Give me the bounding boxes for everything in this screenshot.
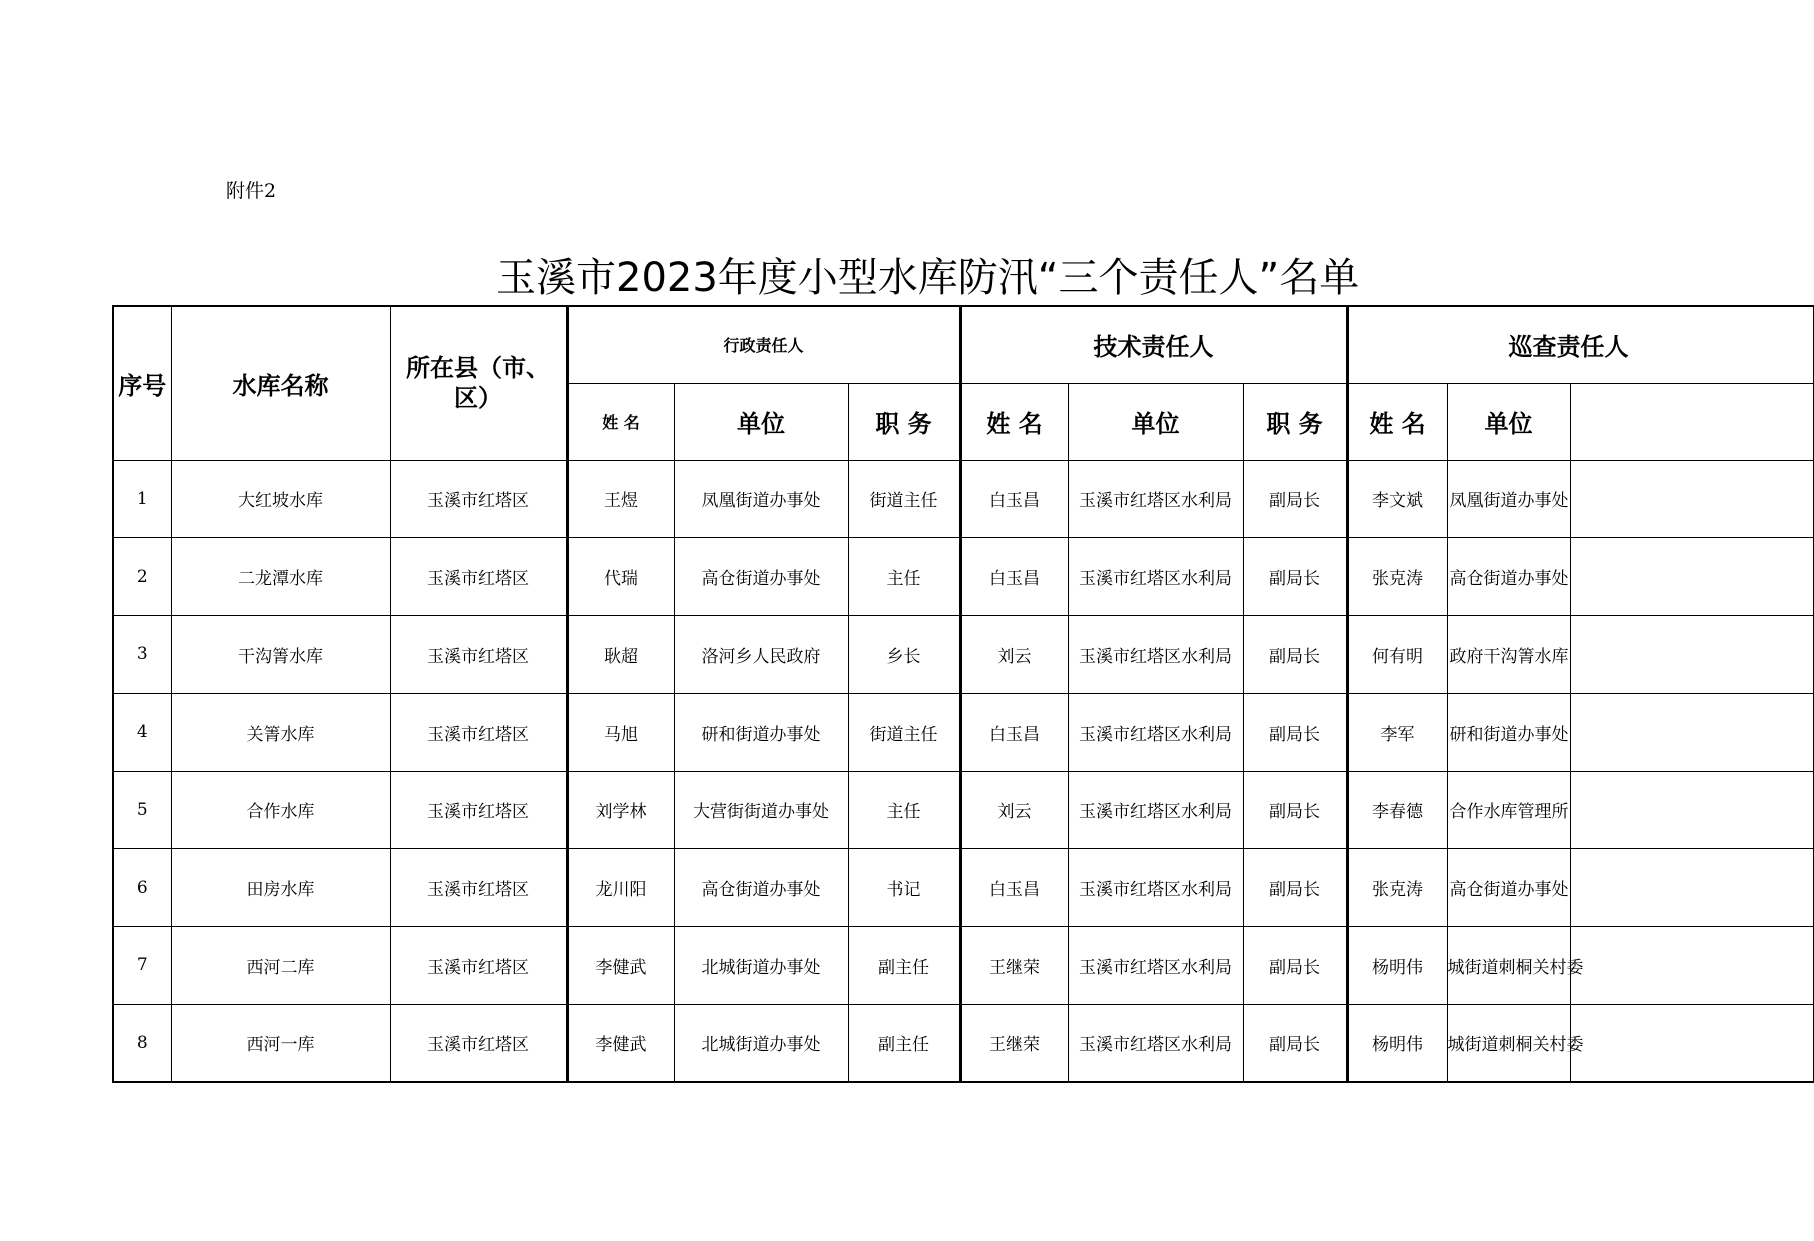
cell-admin-unit: 洛河乡人民政府 bbox=[674, 616, 848, 694]
header-tech-position: 职 务 bbox=[1243, 383, 1347, 460]
cell-tech-name: 王继荣 bbox=[960, 1004, 1068, 1082]
table-row bbox=[113, 849, 1813, 927]
cell-seq: 2 bbox=[113, 538, 171, 616]
cell-reservoir: 西河二库 bbox=[171, 927, 390, 1005]
cell-tech-position: 副局长 bbox=[1243, 849, 1347, 927]
cell-tech-name: 王继荣 bbox=[960, 927, 1068, 1005]
header-admin-position: 职 务 bbox=[848, 383, 960, 460]
cell-seq: 3 bbox=[113, 616, 171, 694]
cell-admin-unit: 北城街道办事处 bbox=[674, 927, 848, 1005]
cell-patrol-name: 杨明伟 bbox=[1347, 927, 1447, 1005]
header-row-1 bbox=[113, 306, 1813, 383]
cell-patrol-unit: 城街道刺桐关村委 bbox=[1447, 1004, 1570, 1082]
cell-admin-position: 主任 bbox=[848, 538, 960, 616]
cell-admin-unit: 大营街街道办事处 bbox=[674, 771, 848, 849]
cell-reservoir: 合作水库 bbox=[171, 771, 390, 849]
cell-county: 玉溪市红塔区 bbox=[390, 927, 567, 1005]
cell-tech-position: 副局长 bbox=[1243, 927, 1347, 1005]
table-row bbox=[113, 460, 1813, 538]
cell-tech-name: 刘云 bbox=[960, 616, 1068, 694]
cell-admin-position: 书记 bbox=[848, 849, 960, 927]
cell-county: 玉溪市红塔区 bbox=[390, 538, 567, 616]
cell-admin-name: 王煜 bbox=[567, 460, 674, 538]
cell-admin-position: 街道主任 bbox=[848, 460, 960, 538]
cell-admin-position: 副主任 bbox=[848, 927, 960, 1005]
cell-tech-unit: 玉溪市红塔区水利局 bbox=[1068, 1004, 1243, 1082]
cell-tech-position: 副局长 bbox=[1243, 460, 1347, 538]
cell-tech-name: 白玉昌 bbox=[960, 538, 1068, 616]
cell-patrol-position bbox=[1570, 927, 1813, 1005]
cell-admin-unit: 高仓街道办事处 bbox=[674, 538, 848, 616]
cell-patrol-position bbox=[1570, 460, 1813, 538]
cell-admin-unit: 凤凰街道办事处 bbox=[674, 460, 848, 538]
header-tech-unit: 单位 bbox=[1068, 383, 1243, 460]
attachment-label: 附件2 bbox=[226, 180, 277, 202]
cell-patrol-unit: 高仓街道办事处 bbox=[1447, 849, 1570, 927]
responsibility-table bbox=[112, 305, 1814, 1083]
cell-patrol-unit: 合作水库管理所 bbox=[1447, 771, 1570, 849]
cell-reservoir: 田房水库 bbox=[171, 849, 390, 927]
header-admin-unit: 单位 bbox=[674, 383, 848, 460]
cell-patrol-name: 张克涛 bbox=[1347, 538, 1447, 616]
table-row bbox=[113, 1004, 1813, 1082]
cell-seq: 7 bbox=[113, 927, 171, 1005]
cell-patrol-name: 何有明 bbox=[1347, 616, 1447, 694]
table-row bbox=[113, 927, 1813, 1005]
cell-tech-position: 副局长 bbox=[1243, 538, 1347, 616]
cell-patrol-name: 张克涛 bbox=[1347, 849, 1447, 927]
cell-patrol-unit: 城街道刺桐关村委 bbox=[1447, 927, 1570, 1005]
cell-patrol-position bbox=[1570, 849, 1813, 927]
cell-admin-name: 刘学林 bbox=[567, 771, 674, 849]
cell-seq: 1 bbox=[113, 460, 171, 538]
cell-tech-unit: 玉溪市红塔区水利局 bbox=[1068, 538, 1243, 616]
cell-admin-name: 龙川阳 bbox=[567, 849, 674, 927]
cell-admin-name: 李健武 bbox=[567, 1004, 674, 1082]
header-tech-group: 技术责任人 bbox=[960, 306, 1347, 383]
header-seq: 序号 bbox=[113, 306, 171, 460]
cell-tech-unit: 玉溪市红塔区水利局 bbox=[1068, 460, 1243, 538]
cell-admin-unit: 北城街道办事处 bbox=[674, 1004, 848, 1082]
cell-patrol-unit: 凤凰街道办事处 bbox=[1447, 460, 1570, 538]
cell-patrol-name: 杨明伟 bbox=[1347, 1004, 1447, 1082]
document-title: 玉溪市2023年度小型水库防汛“三个责任人”名单 bbox=[496, 255, 1360, 301]
header-county: 所在县（市、区） bbox=[390, 306, 567, 460]
cell-admin-unit: 高仓街道办事处 bbox=[674, 849, 848, 927]
cell-seq: 4 bbox=[113, 693, 171, 771]
cell-reservoir: 干沟箐水库 bbox=[171, 616, 390, 694]
cell-patrol-unit: 研和街道办事处 bbox=[1447, 693, 1570, 771]
cell-tech-position: 副局长 bbox=[1243, 693, 1347, 771]
cell-patrol-position bbox=[1570, 693, 1813, 771]
cell-patrol-position bbox=[1570, 616, 1813, 694]
cell-reservoir: 大红坡水库 bbox=[171, 460, 390, 538]
header-reservoir-name: 水库名称 bbox=[171, 306, 390, 460]
header-patrol-unit: 单位 bbox=[1447, 383, 1570, 460]
cell-admin-position: 主任 bbox=[848, 771, 960, 849]
cell-county: 玉溪市红塔区 bbox=[390, 693, 567, 771]
cell-admin-position: 街道主任 bbox=[848, 693, 960, 771]
cell-patrol-position bbox=[1570, 771, 1813, 849]
cell-seq: 6 bbox=[113, 849, 171, 927]
cell-patrol-name: 李春德 bbox=[1347, 771, 1447, 849]
cell-tech-position: 副局长 bbox=[1243, 1004, 1347, 1082]
cell-seq: 5 bbox=[113, 771, 171, 849]
header-tech-name: 姓 名 bbox=[960, 383, 1068, 460]
cell-seq: 8 bbox=[113, 1004, 171, 1082]
cell-reservoir: 二龙潭水库 bbox=[171, 538, 390, 616]
cell-admin-name: 耿超 bbox=[567, 616, 674, 694]
cell-tech-unit: 玉溪市红塔区水利局 bbox=[1068, 927, 1243, 1005]
cell-tech-unit: 玉溪市红塔区水利局 bbox=[1068, 849, 1243, 927]
table-row bbox=[113, 693, 1813, 771]
cell-patrol-position bbox=[1570, 1004, 1813, 1082]
header-patrol-name: 姓 名 bbox=[1347, 383, 1447, 460]
table-row bbox=[113, 538, 1813, 616]
cell-patrol-unit: 高仓街道办事处 bbox=[1447, 538, 1570, 616]
cell-tech-name: 白玉昌 bbox=[960, 460, 1068, 538]
cell-county: 玉溪市红塔区 bbox=[390, 1004, 567, 1082]
cell-tech-unit: 玉溪市红塔区水利局 bbox=[1068, 616, 1243, 694]
cell-county: 玉溪市红塔区 bbox=[390, 849, 567, 927]
cell-county: 玉溪市红塔区 bbox=[390, 771, 567, 849]
cell-tech-name: 白玉昌 bbox=[960, 849, 1068, 927]
cell-admin-name: 李健武 bbox=[567, 927, 674, 1005]
cell-admin-name: 马旭 bbox=[567, 693, 674, 771]
cell-tech-position: 副局长 bbox=[1243, 616, 1347, 694]
header-admin-group: 行政责任人 bbox=[567, 306, 960, 383]
cell-admin-position: 乡长 bbox=[848, 616, 960, 694]
cell-patrol-unit: 政府干沟箐水库 bbox=[1447, 616, 1570, 694]
cell-patrol-name: 李军 bbox=[1347, 693, 1447, 771]
cell-tech-unit: 玉溪市红塔区水利局 bbox=[1068, 693, 1243, 771]
cell-county: 玉溪市红塔区 bbox=[390, 616, 567, 694]
table-row bbox=[113, 616, 1813, 694]
cell-tech-position: 副局长 bbox=[1243, 771, 1347, 849]
table-row bbox=[113, 771, 1813, 849]
table-viewport bbox=[112, 305, 1629, 1085]
cell-tech-name: 刘云 bbox=[960, 771, 1068, 849]
cell-admin-position: 副主任 bbox=[848, 1004, 960, 1082]
cell-tech-unit: 玉溪市红塔区水利局 bbox=[1068, 771, 1243, 849]
header-patrol-position bbox=[1570, 383, 1813, 460]
cell-patrol-name: 李文斌 bbox=[1347, 460, 1447, 538]
cell-tech-name: 白玉昌 bbox=[960, 693, 1068, 771]
cell-patrol-position bbox=[1570, 538, 1813, 616]
header-admin-name: 姓 名 bbox=[567, 383, 674, 460]
header-patrol-group: 巡查责任人 bbox=[1347, 306, 1813, 383]
cell-reservoir: 西河一库 bbox=[171, 1004, 390, 1082]
cell-admin-unit: 研和街道办事处 bbox=[674, 693, 848, 771]
cell-county: 玉溪市红塔区 bbox=[390, 460, 567, 538]
cell-admin-name: 代瑞 bbox=[567, 538, 674, 616]
cell-reservoir: 关箐水库 bbox=[171, 693, 390, 771]
